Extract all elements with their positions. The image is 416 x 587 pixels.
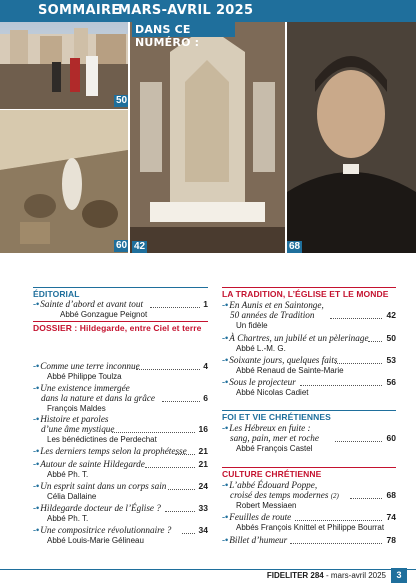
page-number: 1 [203, 299, 208, 309]
toc-entry-line2: d’une âme mystique [41, 424, 115, 434]
bullet-icon: -• [222, 355, 229, 365]
bullet-icon: -• [33, 361, 40, 371]
author: Abbé Ph. T. [47, 470, 89, 479]
photo-page-50: 50 [116, 95, 128, 106]
dot-leader [335, 363, 382, 364]
dot-leader [175, 454, 195, 455]
page-number: 56 [386, 377, 396, 387]
photo-portrait-priest [287, 22, 416, 253]
toc-entry[interactable]: -•Soixante jours, quelques faits [222, 355, 338, 365]
section-culture-title: CULTURE CHRÉTIENNE [222, 469, 322, 479]
toc-entry[interactable]: -•Feuilles de route [222, 512, 292, 522]
author: Abbé Nicolas Cadiet [236, 388, 309, 397]
page-number: 42 [386, 310, 396, 320]
dot-leader [368, 341, 382, 342]
author: Les bénédictines de Perdechat [47, 435, 157, 444]
page-number: 50 [386, 333, 396, 343]
bullet-icon: -• [222, 377, 229, 387]
page-number: 33 [198, 503, 208, 513]
toc-entry-line2: 50 années de Tradition [230, 310, 315, 320]
bullet-icon: -• [33, 481, 40, 491]
author: Robert Messiaen [236, 501, 297, 510]
page-number: 78 [386, 535, 396, 545]
author: Célia Dallaine [47, 492, 97, 501]
page-number: 53 [386, 355, 396, 365]
photo-procession [0, 22, 128, 109]
bullet-icon: -• [33, 446, 40, 456]
dans-ce-numero-label: DANS CE NUMÉRO : [135, 23, 200, 49]
toc-entry[interactable]: -•Billet d’humeur [222, 535, 288, 545]
priest-portrait-illustration [287, 22, 416, 253]
dot-leader [300, 385, 382, 386]
section-dossier-title: DOSSIER : Hildegarde, entre Ciel et terre [33, 323, 202, 333]
dans-ce-numero-banner [132, 22, 235, 49]
author: Abbé Gonzague Peignot [60, 310, 148, 319]
toc-entry[interactable]: -•Les Hébreux en fuite : [222, 423, 311, 433]
bullet-icon: -• [33, 299, 40, 309]
page-number: 34 [198, 525, 208, 535]
toc-entry-line2: sang, pain, mer et roche [230, 433, 319, 443]
page-number: 60 [386, 433, 396, 443]
photo-altar [130, 22, 285, 253]
footer-rule [0, 569, 416, 570]
dot-leader [350, 498, 382, 499]
toc-entry[interactable]: -•À Chartres, un jubilé et un pèlerinage [222, 333, 369, 343]
bullet-icon: -• [222, 333, 229, 343]
author: Abbé Philippe Toulza [47, 372, 122, 381]
bullet-icon: -• [222, 512, 229, 522]
toc-entry[interactable]: -•En Aunis et en Saintonge, [222, 300, 324, 310]
bullet-icon: -• [33, 383, 40, 393]
photo-page-68: 68 [289, 241, 301, 252]
procession-illustration [0, 22, 128, 109]
page-number: 74 [386, 512, 396, 522]
toc-entry-line2: dans la nature et dans la grâce [41, 393, 155, 403]
sommaire-title: SOMMAIRE [38, 3, 121, 18]
page-number: 16 [198, 424, 208, 434]
author: Abbé François Castel [236, 444, 313, 453]
toc-entry[interactable]: -•Histoire et paroles [33, 414, 109, 424]
photo-painting-exodus [0, 110, 128, 253]
editorial-rule [33, 287, 208, 288]
toc-entry[interactable]: -•L’abbé Édouard Poppe, [222, 480, 318, 490]
toc-entry[interactable]: -•Une compositrice révolutionnaire ? [33, 525, 172, 535]
issue-date: MARS-AVRIL 2025 [118, 3, 254, 18]
bullet-icon: -• [33, 414, 40, 424]
dossier-rule [33, 321, 208, 322]
dot-leader [295, 520, 382, 521]
bullet-icon: -• [222, 300, 229, 310]
section-foi-title: FOI ET VIE CHRÉTIENNES [222, 412, 331, 422]
photo-page-60: 60 [116, 240, 128, 251]
toc-entry-line2: croisé des temps modernes (2) [230, 490, 339, 500]
header-bar [0, 0, 416, 22]
toc-entry[interactable]: -•Les derniers temps selon la prophétesse [33, 446, 187, 456]
page-number: 68 [386, 490, 396, 500]
page-number: 6 [203, 393, 208, 403]
bullet-icon: -• [222, 423, 229, 433]
page-number: 21 [198, 446, 208, 456]
page-number: 4 [203, 361, 208, 371]
bullet-icon: -• [33, 525, 40, 535]
toc-entry[interactable]: -•Comme une terre inconnue [33, 361, 140, 371]
toc-entry[interactable]: -•Sainte d’abord et avant tout [33, 299, 144, 309]
bullet-icon: -• [222, 480, 229, 490]
author: Un fidèle [236, 321, 268, 330]
toc-entry[interactable]: -•Sous le projecteur [222, 377, 296, 387]
dot-leader [165, 511, 195, 512]
toc-entry[interactable]: -•Autour de sainte Hildegarde [33, 459, 145, 469]
exodus-painting-illustration [0, 110, 128, 253]
altar-illustration [130, 22, 285, 253]
bullet-icon: -• [33, 459, 40, 469]
bullet-icon: -• [33, 503, 40, 513]
dot-leader [168, 489, 195, 490]
dot-leader [150, 307, 200, 308]
footer [0, 560, 416, 587]
author: Abbé Ph. T. [47, 514, 89, 523]
bullet-icon: -• [222, 535, 229, 545]
part-note: (2) [330, 492, 339, 500]
footer-page-number: 3 [391, 568, 407, 583]
section-tradition-title: LA TRADITION, L’ÉGLISE ET LE MONDE [222, 289, 389, 299]
author: Abbé Renaud de Sainte-Marie [236, 366, 344, 375]
dot-leader [145, 467, 195, 468]
page-number: 24 [198, 481, 208, 491]
author: François Maldes [47, 404, 106, 413]
culture-rule [222, 467, 396, 468]
toc-entry[interactable]: -•Hildegarde docteur de l’Église ? [33, 503, 161, 513]
section-editorial-title: ÉDITORIAL [33, 289, 80, 299]
footer-issue: FIDELITER 284 - mars-avril 2025 [266, 571, 386, 580]
dot-leader [136, 369, 200, 370]
dot-leader [290, 543, 382, 544]
photo-page-42: 42 [134, 241, 146, 252]
dot-leader [330, 318, 382, 319]
toc-entry[interactable]: -•Un esprit saint dans un corps sain [33, 481, 167, 491]
toc-entry[interactable]: -•Une existence immergée [33, 383, 130, 393]
tradition-rule [222, 287, 396, 288]
page-number: 21 [198, 459, 208, 469]
author: Abbé Louis-Marie Gélineau [47, 536, 144, 545]
author: Abbé L.-M. G. [236, 344, 286, 353]
dot-leader [335, 441, 382, 442]
author: Abbés François Knittel et Philippe Bourrat [236, 523, 385, 532]
dot-leader [162, 401, 200, 402]
foi-rule [222, 410, 396, 411]
dot-leader [112, 432, 195, 433]
